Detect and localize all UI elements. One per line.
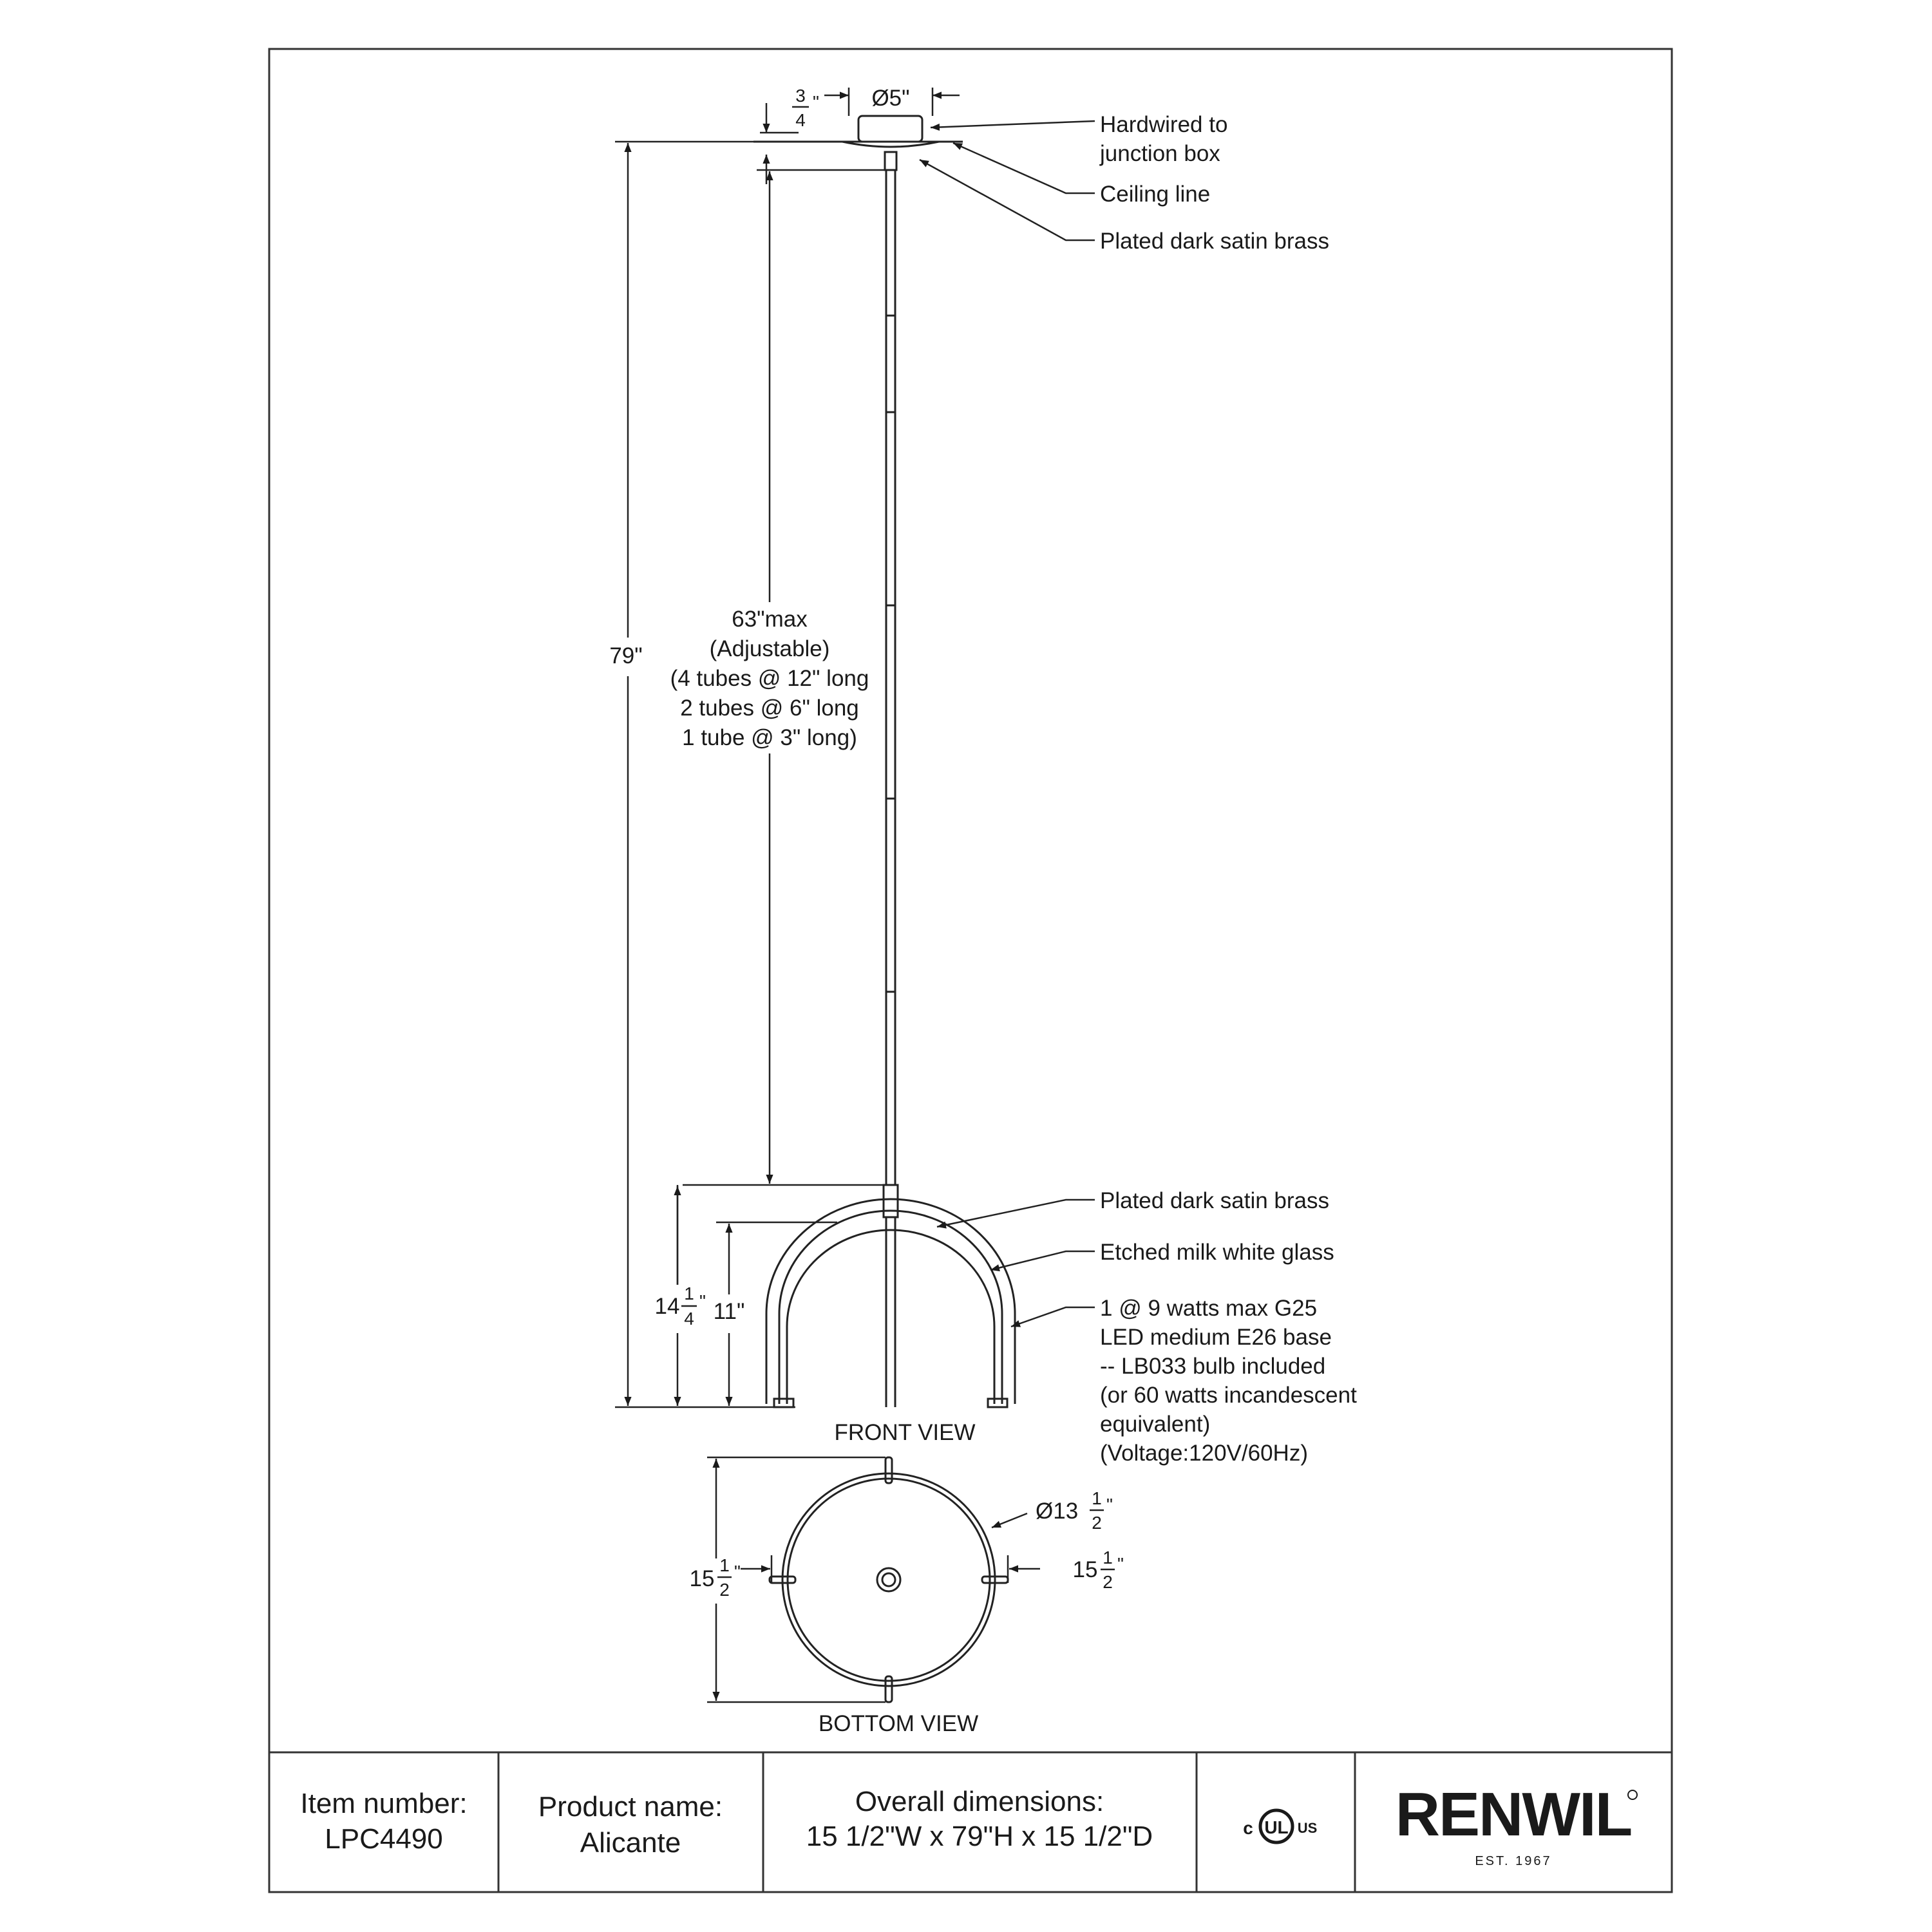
width-unit: " — [1117, 1554, 1124, 1574]
ul-us-text: US — [1297, 1820, 1318, 1836]
fixture-height-whole: 14 — [654, 1294, 680, 1319]
brand-logo: RENWIL — [1395, 1780, 1632, 1849]
callout-hardwired-2: junction box — [1100, 141, 1220, 166]
overall-height-dimension — [615, 142, 795, 1407]
callout-leaders — [920, 121, 1095, 1327]
stem-length-line-5: 1 tube @ 3" long) — [682, 725, 857, 750]
callout-bulb-1: 1 @ 9 watts max G25 — [1100, 1296, 1318, 1321]
socket-outer — [877, 1568, 900, 1591]
stem-length-line-1: 63"max — [732, 607, 808, 632]
callout-bulb-5: equivalent) — [1100, 1412, 1211, 1437]
stem-length-line-3: (4 tubes @ 12" long — [670, 666, 869, 691]
stem-length-line-2: (Adjustable) — [709, 636, 830, 661]
callout-body-finish: Plated dark satin brass — [1100, 1188, 1330, 1213]
overall-dimensions-value: 15 1/2"W x 79"H x 15 1/2"D — [806, 1821, 1153, 1852]
overall-height-label: 79" — [609, 643, 643, 668]
ul-mark-text: UL — [1264, 1817, 1289, 1837]
glass-diameter-leader — [992, 1513, 1027, 1528]
ul-certification-icon — [1243, 1810, 1317, 1842]
width-num: 1 — [1103, 1548, 1113, 1567]
callout-bulb-4: (or 60 watts incandescent — [1100, 1383, 1357, 1408]
canopy — [753, 116, 963, 170]
product-name-value: Alicante — [580, 1827, 681, 1859]
callout-ceiling-line: Ceiling line — [1100, 182, 1211, 207]
fixture-height-num: 1 — [684, 1283, 694, 1303]
overall-dimensions-label: Overall dimensions: — [855, 1786, 1104, 1817]
callout-hardwired-1: Hardwired to — [1100, 112, 1228, 137]
stem-length-line-4: 2 tubes @ 6" long — [680, 696, 859, 721]
bottom-view-caption: BOTTOM VIEW — [818, 1711, 979, 1736]
brand-tagline: EST. 1967 — [1475, 1854, 1552, 1868]
callout-bulb-2: LED medium E26 base — [1100, 1325, 1332, 1350]
stem — [886, 170, 895, 1185]
depth-whole: 15 — [689, 1566, 715, 1591]
depth-unit: " — [734, 1562, 741, 1582]
width-whole: 15 — [1072, 1557, 1098, 1582]
depth-num: 1 — [719, 1555, 730, 1575]
callout-canopy-finish: Plated dark satin brass — [1100, 229, 1330, 254]
canopy-body — [858, 116, 922, 142]
glass-diameter-den: 2 — [1092, 1513, 1102, 1533]
glass-diameter-num: 1 — [1092, 1488, 1102, 1508]
callout-bulb-3: -- LB033 bulb included — [1100, 1354, 1326, 1379]
product-name-label: Product name: — [538, 1791, 723, 1823]
fixture-height-den: 4 — [684, 1309, 694, 1329]
fixture-height-unit: " — [699, 1291, 706, 1311]
canopy-height-den: 4 — [795, 110, 806, 130]
callout-glass: Etched milk white glass — [1100, 1240, 1334, 1265]
canopy-height-dimension — [760, 103, 799, 184]
drawing-frame — [269, 49, 1672, 1892]
glass-height-label: 11" — [713, 1299, 745, 1324]
front-view-caption: FRONT VIEW — [834, 1420, 976, 1445]
width-den: 2 — [1103, 1572, 1113, 1592]
callout-bulb-6: (Voltage:120V/60Hz) — [1100, 1441, 1308, 1466]
socket-inner — [882, 1573, 895, 1586]
glass-diameter-prefix: Ø13 — [1036, 1499, 1079, 1524]
glass-diameter-unit: " — [1106, 1495, 1113, 1515]
item-number-value: LPC4490 — [325, 1823, 443, 1855]
bottom-view-fixture — [770, 1457, 1008, 1702]
depth-den: 2 — [719, 1580, 730, 1600]
canopy-diameter-label: Ø5" — [871, 86, 910, 111]
item-number-label: Item number: — [300, 1788, 468, 1819]
canopy-height-unit: " — [813, 92, 819, 112]
canopy-height-num: 3 — [795, 86, 806, 106]
ul-c-text: c — [1243, 1818, 1253, 1838]
